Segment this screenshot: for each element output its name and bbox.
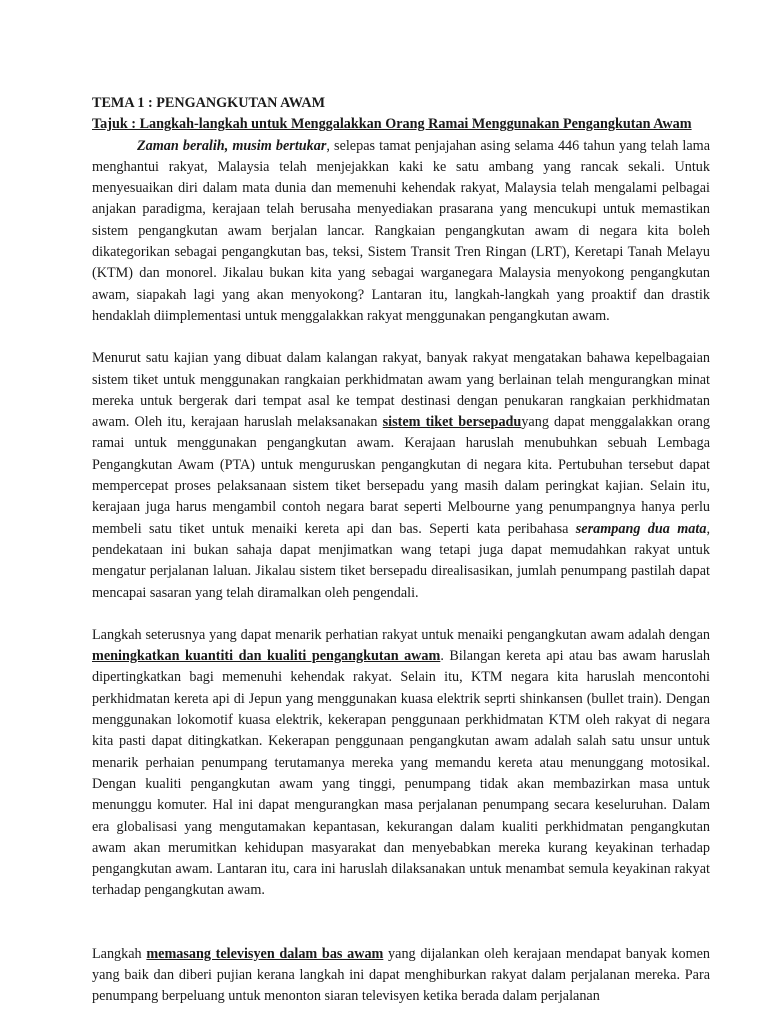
paragraph-television (92, 944, 710, 1008)
p2-text-before: Menurut satu kajian yang dibuat dalam kalangan rakyat, banyak rakyat mengatakan bahawa kepelbagaian sistem tiket untuk menggunakan rangkaian perkhidmatan awam yang berlainan telah mengurangkan minat mereka untuk bergerak dari tempat asal ke tempat destinasi dengan penukaran rangkaian perkhidmatan awam. Oleh itu, kerajaan haruslah melaksanakan (92, 350, 710, 431)
p3-text-after: . Bilangan kereta api atau bas awam haruslah dipertingkatkan bagi memenuhi kehendak rakyat. Selain itu, KTM negara kita haruslah mencontohi perkhidmatan kereta api di Jepun yang menggunakan kuasa elektrik seprti shinkansen (bullet train). Dengan menggunakan lokomotif kuasa elektrik, kekerapan penggunaan perkhidmatan KTM oleh rakyat di negara kita pasti dapat ditingkatkan. Kekerapan penggunaan pengangkutan awam adalah salah satu unsur untuk menarik perhaian penumpang terutamanya mereka yang memandu kereta atau menunggang motosikal. Dengan kualiti pengangkutan awam yang tinggi, penumpang tidak akan membazirkan masa untuk menunggu komuter. Hal ini dapat mengurangkan masa perjalanan penumpang secara keseluruhan. Dalam era globalisasi yang mengutamakan kepantasan, kekurangan dalam kualiti perkhidmatan pengangkutan awam akan merumitkan kehidupan masyarakat dan menyebabkan mereka kurang keyakinan terhadap pengangkutan awam. Lantaran itu, cara ini haruslah dilaksanakan untuk menambat semula keyakinan rakyat terhadap pengangkutan awam. (92, 648, 710, 899)
paragraph-introduction (92, 136, 710, 328)
p4-text-before: Langkah (92, 945, 147, 962)
key-point-integrated-ticket: sistem tiket bersepadu (382, 414, 522, 431)
key-point-quality: meningkatkan kuantiti dan kualiti pengangkutan awam (92, 648, 441, 665)
p3-text-before: Langkah seterusnya yang dapat menarik perhatian rakyat untuk menaiki pengangkutan awam adalah dengan (92, 626, 710, 643)
key-point-television: memasang televisyen dalam bas awam (146, 945, 384, 962)
intro-emphasis: Zaman beralih, musim bertukar (137, 137, 327, 154)
intro-text: , selepas tamat penjajahan asing selama 446 tahun yang telah lama menghantui rakyat, Malaysia telah menjejakkan kaki ke satu ambang yang rancak sekali. Untuk menyesuaikan diri dalam mata dunia dan memenuhi kehendak rakyat, Malaysia telah mengalami pelbagai anjakan paradigma, kerajaan telah berusaha menyediakan prasarana yang mencukupi untuk memastikan sistem pengangkutan awam berjalan lancar. Rangkaian pengangkutan awam di negara kita boleh dikategorikan sebagai pengangkutan bas, teksi, Sistem Transit Tren Ringan (LRT), Keretapi Tanah Melayu (KTM) dan monorel. Jikalau bukan kita yang sebagai warganegara Malaysia menyokong pengangkutan awam, siapakah lagi yang akan menyokong? Lantaran itu, langkah-langkah yang proaktif dan drastik hendaklah diimplementasi untuk menggalakkan rakyat menggunakan pengangkutan awam. (92, 137, 710, 324)
p2-text-middle: yang dapat menggalakkan orang ramai untuk menggunakan pengangkutan awam. Kerajaan haruslah menubuhkan sebuah Lembaga Pengangkutan Awam (PTA) untuk menguruskan pengangkutan di negara kita. Pertubuhan tersebut dapat mempercepat proses pelaksanaan sistem tiket bersepadu yang masih dalam peringkat kajian. Selain itu, kerajaan juga harus mengambil contoh negara barat seperti Melbourne yang penumpangnya hanya perlu membeli satu tiket untuk menaiki kereta api dan bas. Seperti kata peribahasa (92, 414, 710, 537)
p2-text-after: , pendekataan ini bukan sahaja dapat menjimatkan wang tetapi juga dapat memudahkan rakyat untuk mengatur perjalanan laluan. Jikalau sistem tiket bersepadu direalisasikan, jumlah penumpang pastilah dapat mencapai sasaran yang telah diramalkan oleh pengendali. (92, 520, 710, 601)
proverb-emphasis: serampang dua mata (575, 520, 707, 537)
paragraph-quality (92, 625, 710, 902)
essay-subtitle: Tajuk : Langkah-langkah untuk Menggalakkan Orang Ramai Menggunakan Pengangkutan Awam (92, 116, 692, 133)
paragraph-ticket-system (92, 348, 710, 604)
p4-text-after: yang dijalankan oleh kerajaan mendapat banyak komen yang baik dan diberi pujian kerana langkah ini dapat menghiburkan rakyat dalam perjalanan mereka. Para penumpang berpeluang untuk menonton siaran televisyen ketika berada dalam perjalanan (92, 945, 711, 1005)
theme-title: TEMA 1 : PENGANGKUTAN AWAM (92, 95, 326, 111)
